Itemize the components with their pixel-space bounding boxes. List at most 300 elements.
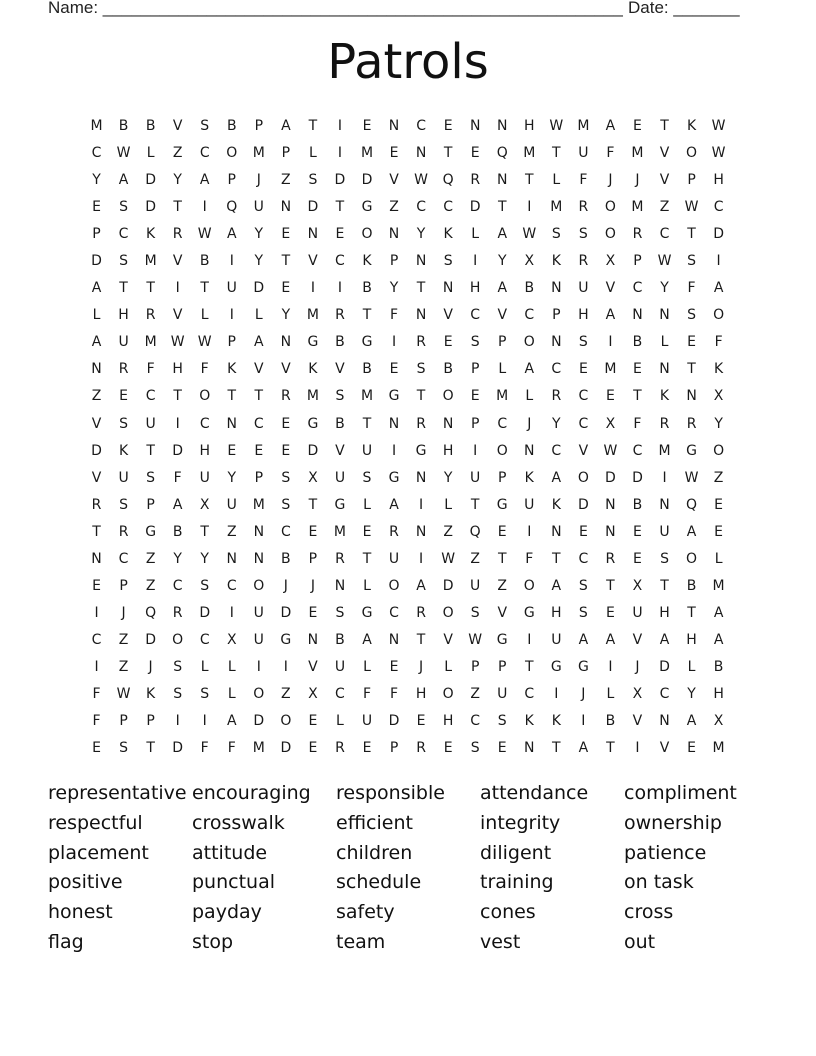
grid-letter: U	[253, 631, 264, 648]
grid-letter: N	[442, 280, 454, 297]
grid-letter: N	[551, 280, 562, 297]
grid-letter: N	[496, 118, 508, 134]
grid-letter: L	[200, 307, 209, 324]
grid-letter: E	[281, 415, 291, 432]
grid-letter: H	[118, 307, 129, 324]
grid-letter: E	[470, 145, 480, 162]
grid-letter: Z	[713, 469, 724, 486]
grid-letter: S	[687, 253, 696, 270]
grid-letter: L	[552, 172, 561, 189]
grid-letter: Z	[118, 658, 129, 675]
grid-letter: D	[713, 226, 724, 243]
grid-letter: F	[92, 713, 101, 730]
grid-letter: D	[199, 604, 211, 621]
grid-letter: A	[605, 631, 616, 648]
grid-letter: A	[713, 631, 724, 648]
grid-letter: C	[659, 226, 670, 243]
grid-letter: I	[635, 740, 640, 757]
grid-letter: W	[441, 550, 456, 567]
grid-letter: C	[389, 604, 399, 621]
grid-letter: S	[146, 469, 156, 486]
grid-row	[83, 735, 732, 762]
grid-row	[83, 356, 732, 383]
grid-letter: P	[498, 334, 507, 351]
grid-letter: S	[578, 226, 588, 243]
grid-letter: X	[632, 577, 643, 594]
grid-letter: E	[308, 713, 318, 730]
grid-letter: L	[606, 685, 615, 702]
grid-letter: N	[442, 415, 454, 432]
grid-row	[83, 465, 732, 492]
grid-letter: M	[252, 496, 265, 513]
grid-letter: A	[605, 307, 616, 324]
grid-letter: F	[362, 685, 372, 702]
grid-letter: B	[199, 253, 210, 270]
grid-letter: R	[578, 253, 589, 270]
word-list-item: cones	[480, 901, 536, 924]
grid-letter: T	[254, 388, 264, 405]
grid-letter: Y	[660, 280, 669, 297]
grid-letter: W	[197, 226, 212, 243]
grid-letter: J	[608, 172, 613, 189]
grid-letter: N	[226, 415, 237, 432]
word-list-item: attendance	[480, 782, 589, 804]
grid-letter: S	[173, 658, 183, 675]
grid-letter: B	[686, 577, 697, 594]
grid-letter: G	[334, 496, 346, 513]
grid-letter: X	[713, 713, 724, 730]
grid-letter: E	[633, 361, 642, 378]
grid-letter: I	[202, 713, 207, 730]
grid-letter: Z	[91, 388, 102, 405]
grid-letter: Z	[145, 550, 156, 567]
grid-letter: N	[388, 226, 400, 243]
grid-letter: Q	[469, 523, 481, 540]
grid-letter: T	[552, 740, 561, 757]
grid-letter: O	[686, 550, 698, 567]
grid-letter: T	[416, 388, 426, 405]
grid-letter: N	[605, 496, 616, 513]
grid-letter: O	[253, 577, 265, 594]
grid-letter: E	[443, 740, 453, 757]
grid-letter: N	[496, 172, 508, 189]
word-list-item: payday	[192, 901, 262, 924]
grid-letter: S	[173, 685, 183, 702]
grid-letter: I	[391, 442, 397, 459]
grid-letter: N	[524, 740, 535, 757]
grid-letter: H	[442, 442, 454, 459]
grid-row	[83, 140, 732, 167]
grid-letter: F	[606, 145, 615, 162]
grid-letter: Y	[687, 685, 696, 702]
grid-letter: M	[144, 253, 157, 270]
grid-letter: Y	[281, 307, 291, 324]
grid-letter: T	[687, 604, 696, 621]
grid-letter: C	[713, 199, 724, 216]
grid-letter: N	[469, 118, 481, 134]
grid-letter: H	[578, 307, 589, 324]
grid-letter: A	[91, 280, 102, 297]
grid-letter: L	[498, 361, 507, 378]
grid-letter: T	[146, 740, 155, 757]
grid-letter: D	[577, 496, 589, 513]
grid-letter: G	[361, 334, 373, 351]
grid-letter: G	[307, 334, 319, 351]
grid-letter: O	[686, 145, 698, 162]
grid-letter: S	[578, 334, 588, 351]
grid-letter: B	[145, 118, 156, 134]
grid-letter: O	[442, 604, 454, 621]
grid-letter: U	[118, 334, 129, 351]
grid-letter: D	[469, 199, 481, 216]
grid-row	[83, 411, 732, 438]
grid-letter: V	[335, 361, 345, 378]
grid-letter: T	[362, 307, 372, 324]
grid-letter: Q	[496, 145, 508, 162]
grid-letter: W	[116, 685, 131, 702]
grid-letter: O	[604, 226, 616, 243]
grid-letter: Y	[416, 226, 426, 243]
grid-letter: I	[94, 604, 99, 621]
grid-letter: L	[363, 577, 371, 594]
grid-letter: R	[605, 550, 616, 567]
grid-letter: C	[659, 685, 670, 702]
grid-letter: R	[416, 415, 426, 432]
grid-letter: R	[416, 334, 426, 351]
grid-letter: A	[659, 631, 670, 648]
grid-letter: D	[605, 469, 616, 486]
grid-letter: T	[173, 199, 182, 216]
grid-letter: P	[389, 253, 399, 270]
grid-letter: C	[199, 415, 210, 432]
grid-letter: U	[388, 550, 400, 567]
grid-letter: M	[333, 523, 346, 540]
grid-letter: N	[91, 550, 102, 567]
grid-letter: E	[308, 740, 318, 757]
grid-letter: P	[119, 713, 128, 730]
grid-letter: F	[92, 685, 101, 702]
grid-letter: X	[226, 631, 237, 648]
grid-letter: D	[145, 199, 156, 216]
grid-letter: V	[605, 280, 616, 297]
grid-letter: D	[307, 199, 319, 216]
grid-letter: O	[199, 388, 211, 405]
grid-letter: H	[199, 442, 210, 459]
grid-letter: F	[200, 740, 209, 757]
grid-letter: N	[280, 199, 292, 216]
grid-letter: B	[335, 334, 345, 351]
grid-letter: P	[119, 577, 128, 594]
grid-letter: Z	[145, 577, 156, 594]
grid-letter: S	[119, 415, 129, 432]
grid-letter: U	[578, 280, 589, 297]
grid-letter: I	[608, 658, 613, 675]
grid-letter: O	[172, 631, 184, 648]
grid-letter: N	[524, 442, 535, 459]
grid-row	[83, 519, 732, 546]
grid-letter: L	[471, 226, 480, 243]
grid-letter: A	[91, 334, 102, 351]
grid-letter: U	[334, 469, 346, 486]
grid-row	[83, 221, 732, 248]
grid-letter: S	[119, 496, 129, 513]
grid-letter: C	[118, 550, 129, 567]
grid-letter: V	[659, 172, 670, 189]
grid-letter: A	[551, 469, 562, 486]
grid-letter: E	[119, 388, 128, 405]
grid-letter: Y	[443, 469, 453, 486]
grid-letter: O	[523, 577, 535, 594]
grid-letter: T	[335, 199, 345, 216]
grid-letter: Z	[443, 523, 453, 540]
grid-letter: S	[443, 253, 453, 270]
grid-letter: E	[92, 740, 101, 757]
word-list-item: attitude	[192, 841, 268, 864]
grid-letter: S	[119, 199, 129, 216]
grid-letter: B	[172, 523, 183, 540]
grid-row	[83, 573, 732, 600]
grid-letter: U	[118, 469, 129, 486]
grid-letter: T	[146, 442, 155, 459]
grid-letter: B	[362, 361, 372, 378]
grid-letter: G	[388, 388, 400, 405]
grid-letter: A	[578, 631, 589, 648]
grid-letter: O	[496, 442, 508, 459]
grid-letter: I	[175, 415, 180, 432]
grid-letter: N	[415, 523, 427, 540]
grid-letter: P	[146, 496, 155, 513]
grid-row	[83, 113, 732, 140]
word-list-item: integrity	[480, 811, 561, 834]
grid-letter: T	[362, 415, 372, 432]
grid-letter: S	[551, 226, 561, 243]
grid-letter: M	[306, 388, 319, 405]
grid-letter: H	[172, 361, 183, 378]
grid-letter: X	[605, 415, 616, 432]
grid-letter: T	[443, 145, 453, 162]
grid-letter: M	[658, 442, 671, 459]
grid-letter: W	[684, 469, 699, 486]
grid-letter: I	[527, 523, 532, 540]
grid-letter: P	[146, 713, 155, 730]
grid-row	[83, 681, 732, 708]
grid-letter: K	[362, 253, 372, 270]
grid-letter: E	[578, 523, 588, 540]
grid-letter: U	[361, 713, 373, 730]
grid-letter: V	[172, 307, 183, 324]
page-title: Patrols	[327, 34, 489, 90]
grid-letter: E	[416, 713, 426, 730]
grid-letter: P	[687, 172, 696, 189]
grid-letter: J	[635, 658, 640, 675]
grid-letter: I	[175, 280, 180, 297]
grid-letter: D	[334, 172, 346, 189]
grid-letter: F	[146, 361, 155, 378]
grid-letter: I	[581, 713, 586, 730]
grid-letter: H	[686, 631, 697, 648]
grid-letter: X	[632, 685, 643, 702]
grid-letter: H	[442, 713, 454, 730]
grid-letter: M	[252, 740, 265, 757]
grid-letter: E	[687, 740, 696, 757]
grid-letter: C	[416, 118, 426, 134]
grid-letter: E	[633, 523, 642, 540]
grid-letter: E	[308, 523, 318, 540]
grid-letter: Z	[172, 145, 183, 162]
grid-letter: Z	[497, 577, 508, 594]
grid-letter: I	[283, 658, 288, 675]
grid-row	[83, 329, 732, 356]
grid-letter: J	[283, 577, 288, 594]
grid-letter: O	[713, 307, 725, 324]
grid-letter: G	[361, 199, 373, 216]
grid-letter: F	[173, 469, 182, 486]
grid-letter: G	[496, 631, 508, 648]
grid-letter: Y	[389, 280, 399, 297]
grid-letter: Z	[226, 523, 237, 540]
grid-letter: E	[605, 388, 615, 405]
grid-letter: R	[118, 523, 129, 540]
grid-letter: A	[389, 496, 399, 513]
grid-letter: O	[388, 577, 400, 594]
grid-letter: W	[522, 226, 537, 243]
grid-letter: I	[608, 334, 613, 351]
grid-letter: R	[118, 361, 129, 378]
grid-letter: S	[281, 469, 291, 486]
grid-letter: P	[227, 334, 236, 351]
grid-letter: Q	[145, 604, 157, 621]
grid-letter: U	[361, 442, 373, 459]
grid-letter: D	[145, 172, 156, 189]
grid-letter: Y	[173, 550, 182, 567]
grid-letter: I	[391, 334, 397, 351]
grid-letter: K	[551, 496, 561, 513]
grid-letter: I	[202, 199, 207, 216]
grid-letter: I	[310, 280, 315, 297]
grid-letter: O	[604, 199, 616, 216]
letter-grid	[83, 113, 732, 762]
grid-letter: O	[442, 685, 454, 702]
grid-letter: W	[197, 334, 212, 351]
grid-letter: C	[578, 415, 589, 432]
grid-letter: D	[632, 469, 643, 486]
grid-letter: L	[336, 713, 344, 730]
grid-letter: E	[362, 740, 372, 757]
grid-letter: S	[497, 713, 507, 730]
grid-letter: E	[92, 199, 101, 216]
grid-letter: P	[281, 145, 291, 162]
grid-letter: R	[389, 523, 399, 540]
grid-letter: P	[633, 253, 642, 270]
grid-letter: I	[662, 469, 667, 486]
grid-letter: N	[415, 307, 427, 324]
grid-letter: L	[714, 550, 723, 567]
grid-letter: F	[200, 361, 209, 378]
grid-row	[83, 275, 732, 302]
grid-letter: P	[498, 658, 507, 675]
grid-letter: B	[524, 280, 535, 297]
grid-letter: Z	[470, 550, 480, 567]
grid-letter: E	[254, 442, 264, 459]
grid-letter: N	[551, 523, 562, 540]
grid-letter: T	[660, 118, 669, 134]
word-list-item: punctual	[192, 871, 276, 894]
grid-letter: X	[308, 469, 318, 486]
grid-letter: W	[684, 199, 699, 216]
grid-letter: Y	[200, 550, 209, 567]
grid-letter: J	[527, 415, 532, 432]
grid-letter: U	[145, 415, 156, 432]
grid-letter: U	[334, 658, 346, 675]
word-list-item: safety	[336, 901, 395, 924]
grid-letter: C	[524, 685, 535, 702]
grid-letter: G	[415, 442, 427, 459]
grid-letter: I	[527, 199, 532, 216]
grid-letter: F	[687, 280, 696, 297]
grid-letter: C	[470, 713, 481, 730]
grid-letter: O	[253, 685, 265, 702]
grid-letter: N	[388, 415, 400, 432]
grid-letter: B	[118, 118, 129, 134]
word-list-item: honest	[48, 901, 113, 924]
grid-letter: D	[442, 577, 454, 594]
grid-letter: P	[389, 740, 399, 757]
grid-letter: C	[335, 685, 345, 702]
grid-letter: F	[390, 685, 399, 702]
grid-letter: N	[253, 550, 265, 567]
grid-letter: L	[200, 658, 209, 675]
grid-letter: K	[118, 442, 129, 459]
grid-letter: M	[712, 577, 725, 594]
grid-letter: E	[633, 118, 642, 134]
grid-letter: V	[632, 631, 643, 648]
grid-letter: E	[335, 226, 345, 243]
grid-letter: C	[91, 631, 102, 648]
grid-letter: U	[470, 577, 481, 594]
grid-letter: E	[389, 361, 399, 378]
grid-letter: U	[632, 604, 643, 621]
grid-letter: W	[170, 334, 185, 351]
grid-letter: X	[199, 496, 210, 513]
grid-letter: E	[497, 740, 507, 757]
grid-letter: W	[711, 118, 726, 134]
grid-letter: B	[362, 280, 372, 297]
grid-letter: U	[524, 496, 535, 513]
word-list-item: representative	[48, 782, 187, 804]
grid-letter: G	[280, 631, 292, 648]
grid-letter: T	[687, 226, 696, 243]
grid-letter: A	[416, 577, 426, 594]
grid-letter: W	[116, 145, 131, 162]
grid-letter: E	[362, 523, 372, 540]
word-list-item: on task	[624, 871, 694, 894]
grid-letter: R	[659, 415, 670, 432]
grid-letter: P	[254, 118, 264, 134]
grid-letter: H	[469, 280, 481, 297]
grid-letter: K	[443, 226, 453, 243]
word-list-item: training	[480, 871, 554, 894]
grid-letter: Y	[227, 469, 237, 486]
grid-letter: T	[200, 523, 209, 540]
grid-letter: I	[229, 307, 234, 324]
grid-letter: E	[714, 523, 724, 540]
grid-letter: H	[713, 172, 724, 189]
grid-letter: E	[687, 334, 696, 351]
grid-letter: Y	[173, 172, 182, 189]
word-list-item: flag	[48, 930, 84, 953]
grid-letter: T	[173, 388, 182, 405]
grid-letter: L	[363, 658, 371, 675]
